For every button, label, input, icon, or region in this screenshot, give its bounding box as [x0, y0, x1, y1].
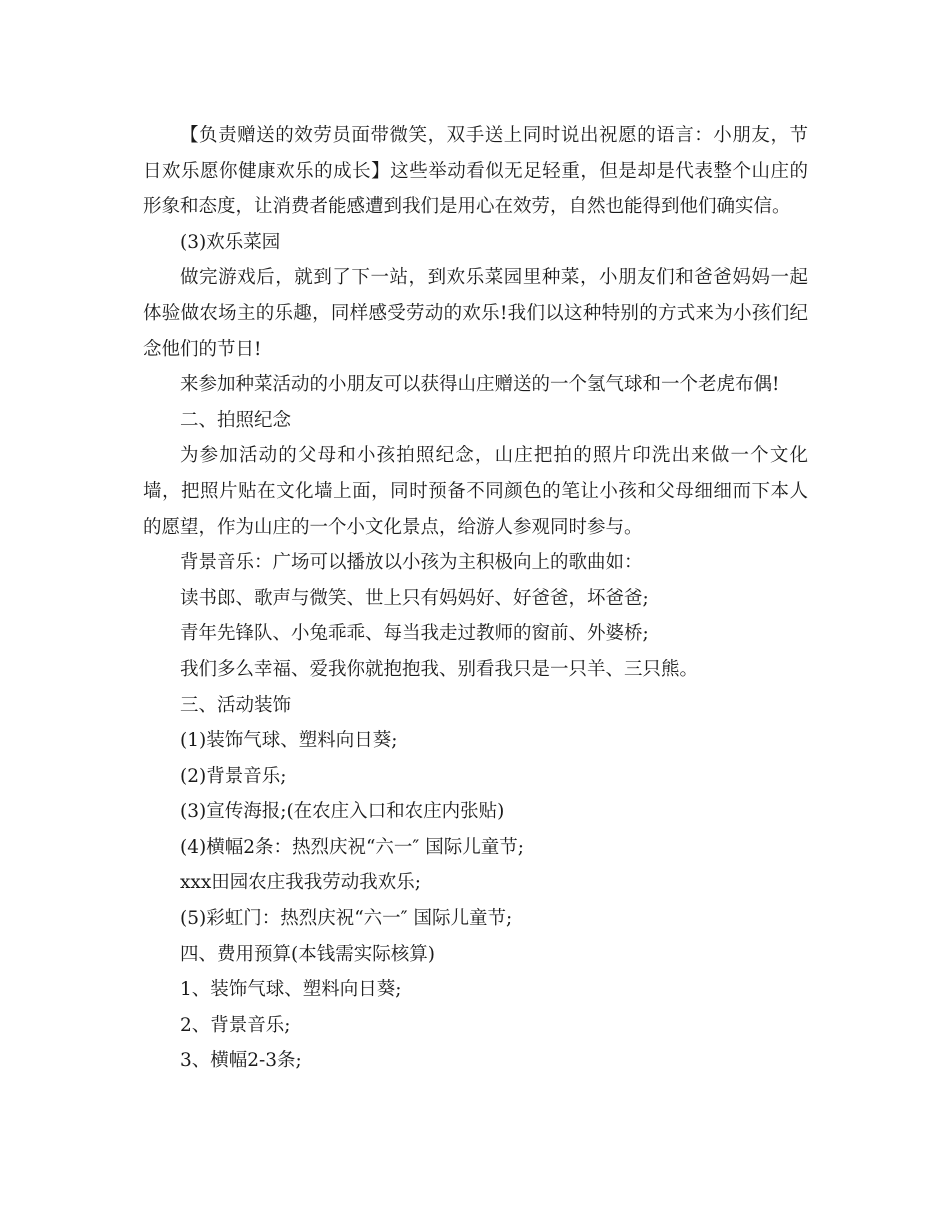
heading-budget: 四、费用预算(本钱需实际核算)	[180, 943, 435, 965]
paragraph-garden-gift: 来参加种菜活动的小朋友可以获得山庄赠送的一个氢气球和一个老虎布偶!	[180, 374, 780, 396]
budget-item-1: 1、装饰气球、塑料向日葵;	[180, 979, 402, 1001]
paragraph-gift-service: 【负责赠送的效劳员面带微笑，双手送上同时说出祝愿的语言：小朋友，节日欢乐愿你健康欢乐的成长】这些举动看似无足轻重，但是却是代表整个山庄的形象和态度，让消费者能感遭到我们是用心在效劳，自然也能得到他们确实信。	[143, 125, 808, 218]
music-intro: 背景音乐：广场可以播放以小孩为主积极向上的歌曲如：	[180, 552, 643, 574]
music-list-1: 读书郎、歌声与微笑、世上只有妈妈好、好爸爸，坏爸爸;	[180, 587, 649, 609]
document-body	[143, 118, 808, 1079]
decor-item-3: (3)宣传海报;(在农庄入口和农庄内张贴)	[180, 801, 505, 823]
heading-decoration: 三、活动装饰	[180, 694, 292, 716]
music-list-2: 青年先锋队、小兔乖乖、每当我走过教师的窗前、外婆桥;	[180, 623, 649, 645]
heading-happy-garden: (3)欢乐菜园	[180, 231, 281, 253]
budget-item-2: 2、背景音乐;	[180, 1014, 291, 1036]
decor-item-2: (2)背景音乐;	[180, 765, 287, 787]
decor-item-4b: xxx田园农庄我我劳动我欢乐;	[180, 872, 422, 894]
paragraph-garden-activity: 做完游戏后，就到了下一站，到欢乐菜园里种菜，小朋友们和爸爸妈妈一起体验做农场主的乐趣，同样感受劳动的欢乐!我们以这种特别的方式来为小孩们纪念他们的节日!	[143, 267, 808, 360]
decor-item-5: (5)彩虹门：热烈庆祝“六一″ 国际儿童节;	[180, 908, 513, 930]
decor-item-4: (4)横幅2条：热烈庆祝“六一″ 国际儿童节;	[180, 836, 524, 858]
heading-photo-memorial: 二、拍照纪念	[180, 409, 292, 431]
music-list-3: 我们多么幸福、爱我你就抱抱我、别看我只是一只羊、三只熊。	[180, 658, 699, 680]
decor-item-1: (1)装饰气球、塑料向日葵;	[180, 730, 398, 752]
paragraph-photo-wall: 为参加活动的父母和小孩拍照纪念，山庄把拍的照片印洗出来做一个文化墙，把照片贴在文化墙上面，同时预备不同颜色的笔让小孩和父母细细而下本人的愿望，作为山庄的一个小文化景点，给游人参观同时参与。	[143, 445, 808, 538]
budget-item-3: 3、横幅2-3条;	[180, 1050, 302, 1072]
